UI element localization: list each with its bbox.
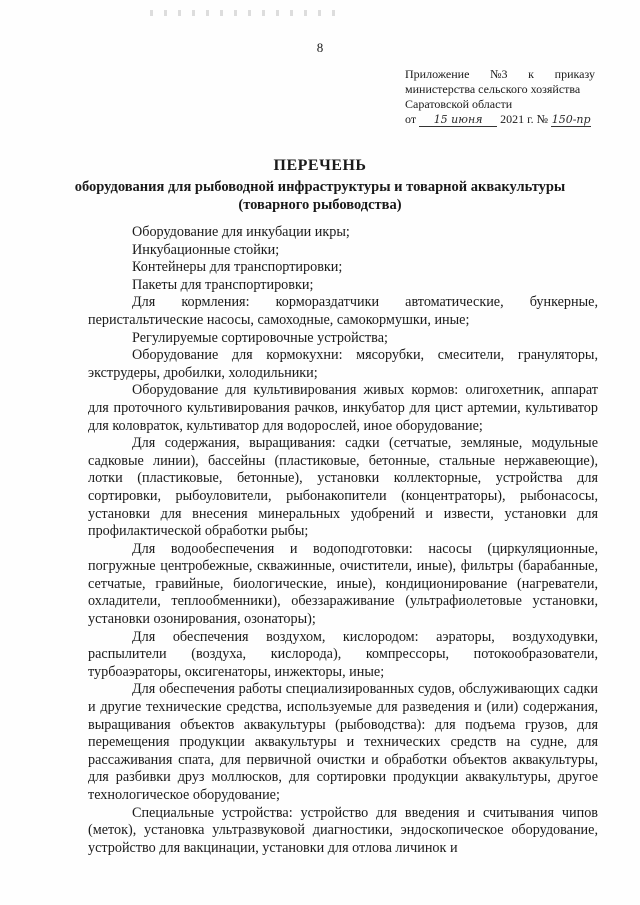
appendix-ministry: министерства сельского хозяйства <box>405 82 581 96</box>
equipment-list <box>88 224 598 857</box>
title-block <box>0 156 640 214</box>
list-item: Для обеспечения воздухом, кислородом: аэраторы, воздуходувки, распылители (воздуха, кислорода), компрессоры, потокообразователи, турбоаэраторы, оксигенаторы, инжекторы, иные; <box>88 628 598 680</box>
appendix-line-1 <box>405 67 595 82</box>
list-item: Пакеты для транспортировки; <box>132 276 314 293</box>
date-prefix: от <box>405 112 417 126</box>
list-item: Для кормления: кормораздатчики автоматические, бункерные, перистальтические насосы, самоходные, самокормушки, иные; <box>88 294 598 328</box>
appendix-order-word: приказу <box>554 67 595 81</box>
appendix-region: Саратовской области <box>405 97 513 111</box>
year-and-number-label: 2021 г. № <box>500 112 549 126</box>
scan-artifact <box>150 10 340 16</box>
document-subtitle: оборудования для рыбоводной инфраструктуры и товарной аквакультуры (товарного рыбоводства) <box>74 179 566 213</box>
appendix-date-line <box>405 112 595 127</box>
document-title: ПЕРЕЧЕНЬ <box>273 157 367 174</box>
list-item: Для содержания, выращивания: садки (сетчатые, земляные, модульные садковые линии), бассейны (пластиковые, бетонные, стальные нержавеющие), лотки (пластиковые, бетонные), установки коллекторные, устройства для сортировки, рыбоуловители, рыбонакопители (концентраторы), рыбонасосы, установки для внесения минеральных удобрений и извести, установки для профилактической обработки рыбы; <box>88 435 598 540</box>
handwritten-order-number: 150-пр <box>551 113 591 126</box>
list-item: Инкубационные стойки; <box>132 241 280 258</box>
list-item: Для обеспечения работы специализированных судов, обслуживающих садки и другие технические средства, используемые для разведения и (или) содержания, выращивания объектов аквакультуры (рыбоводства): для подъема грузов, для перемещения продукции аквакультуры и технических средств на судне, для рассаживания спата, для первичной очистки и обработки объектов аквакультуры, для разбивки друз моллюсков, для сортировки продукции аквакультуры, другое технологическое оборудование; <box>88 681 598 803</box>
appendix-number: №3 <box>490 67 508 81</box>
list-item: Контейнеры для транспортировки; <box>132 259 343 276</box>
list-item: Оборудование для кормокухни: мясорубки, смесители, грануляторы, экструдеры, дробилки, холодильники; <box>88 347 598 381</box>
appendix-header <box>405 67 595 127</box>
list-item: Специальные устройства: устройство для введения и считывания чипов (меток), установка ультразвуковой диагностики, эндоскопическое оборудование, устройство для вакцинации, установки для отлова личинок и <box>88 804 598 856</box>
list-item: Оборудование для инкубации икры; <box>132 224 350 240</box>
list-item: Для водообеспечения и водоподготовки: насосы (циркуляционные, погружные центробежные, скважинные, очистители, иные), фильтры (барабанные, сетчатые, гравийные, биологические, иные), кондиционирование (нагреватели, охладители, теплообменники), обеззараживание (ультрафиолетовые установки, установки озонирования, озонаторы); <box>88 540 598 628</box>
page-number: 8 <box>316 40 324 55</box>
appendix-label: Приложение <box>405 67 470 81</box>
handwritten-date: 15 июня <box>419 113 497 127</box>
list-item: Регулируемые сортировочные устройства; <box>132 329 388 346</box>
appendix-preposition: к <box>528 67 535 81</box>
list-item: Оборудование для культивирования живых кормов: олигохетник, аппарат для проточного культивирования рачков, инкубатор для цист артемии, культиватор для коловраток, культиватор для водорослей, иное оборудование; <box>88 382 598 434</box>
